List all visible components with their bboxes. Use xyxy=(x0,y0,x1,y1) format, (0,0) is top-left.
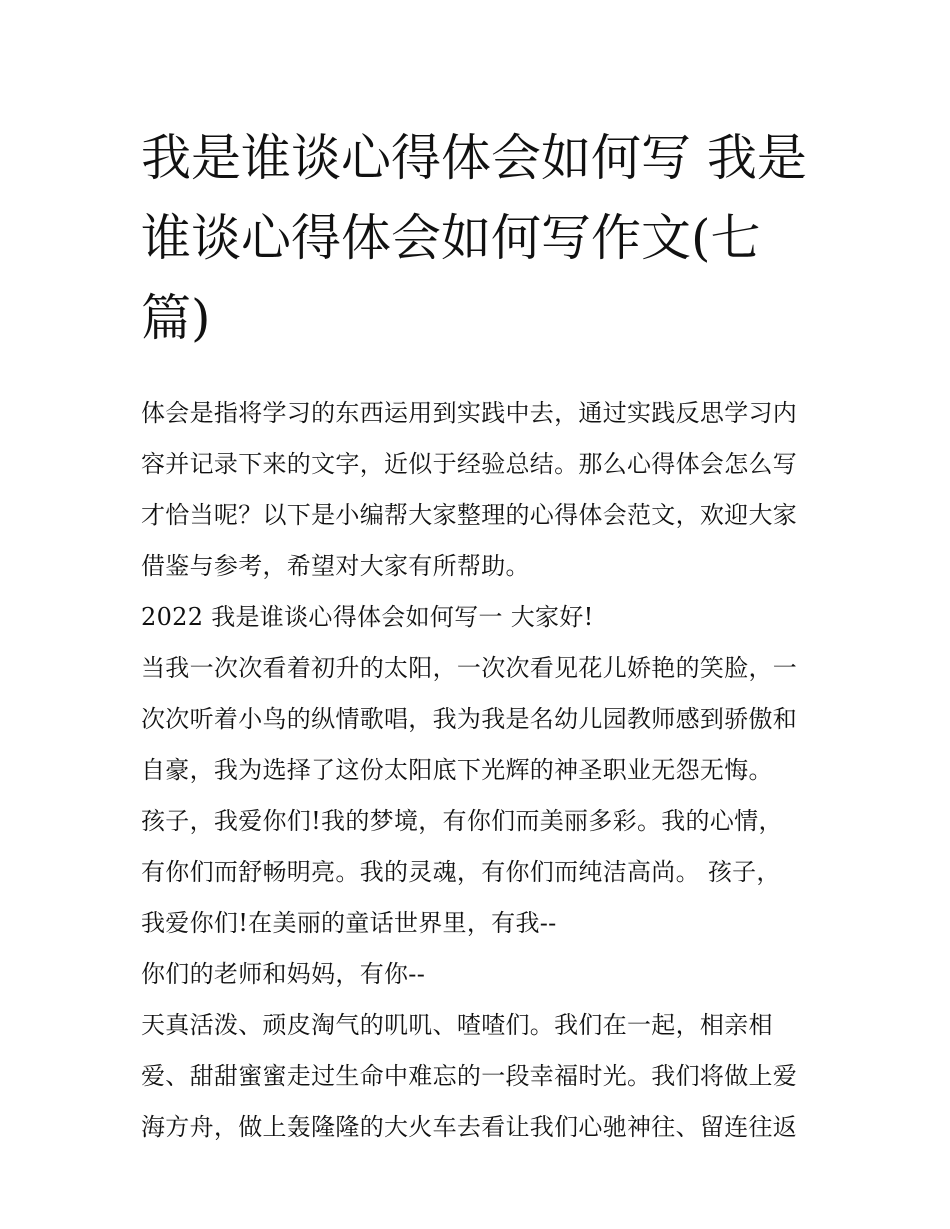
intro-paragraph: 体会是指将学习的东西运用到实践中去，通过实践反思学习内容并记录下来的文字，近似于经验总结。那么心得体会怎么写才恰当呢？以下是小编帮大家整理的心得体会范文，欢迎大家借鉴与参考，希望对大家有所帮助。 xyxy=(141,399,798,580)
body-paragraph: 有你们而舒畅明亮。我的灵魂，有你们而纯洁高尚。 孩子， xyxy=(141,858,781,886)
body-paragraph: 我爱你们!在美丽的童话世界里，有我-- xyxy=(141,909,557,937)
document-body xyxy=(141,388,813,1153)
body-paragraph: 天真活泼、顽皮淘气的叽叽、喳喳们。我们在一起，相亲相爱、甜甜蜜蜜走过生命中难忘的一段幸福时光。我们将做上爱海方舟，做上轰隆隆的大火车去看让我们心驰神往、留连往返 xyxy=(141,1011,798,1141)
section-heading: 2022 我是谁谈心得体会如何写一 大家好! xyxy=(141,603,594,631)
body-paragraph: 当我一次次看着初升的太阳，一次次看见花儿娇艳的笑脸，一次次听着小鸟的纵情歌唱，我为我是名幼儿园教师感到骄傲和自豪，我为选择了这份太阳底下光辉的神圣职业无怨无悔。 xyxy=(141,654,798,784)
body-paragraph: 你们的老师和妈妈，有你-- xyxy=(141,960,426,988)
document-page xyxy=(141,118,813,1153)
body-paragraph: 孩子，我爱你们!我的梦境，有你们而美丽多彩。我的心情， xyxy=(141,807,783,835)
document-title: 我是谁谈心得体会如何写 我是谁谈心得体会如何写作文(七篇) xyxy=(141,129,807,347)
